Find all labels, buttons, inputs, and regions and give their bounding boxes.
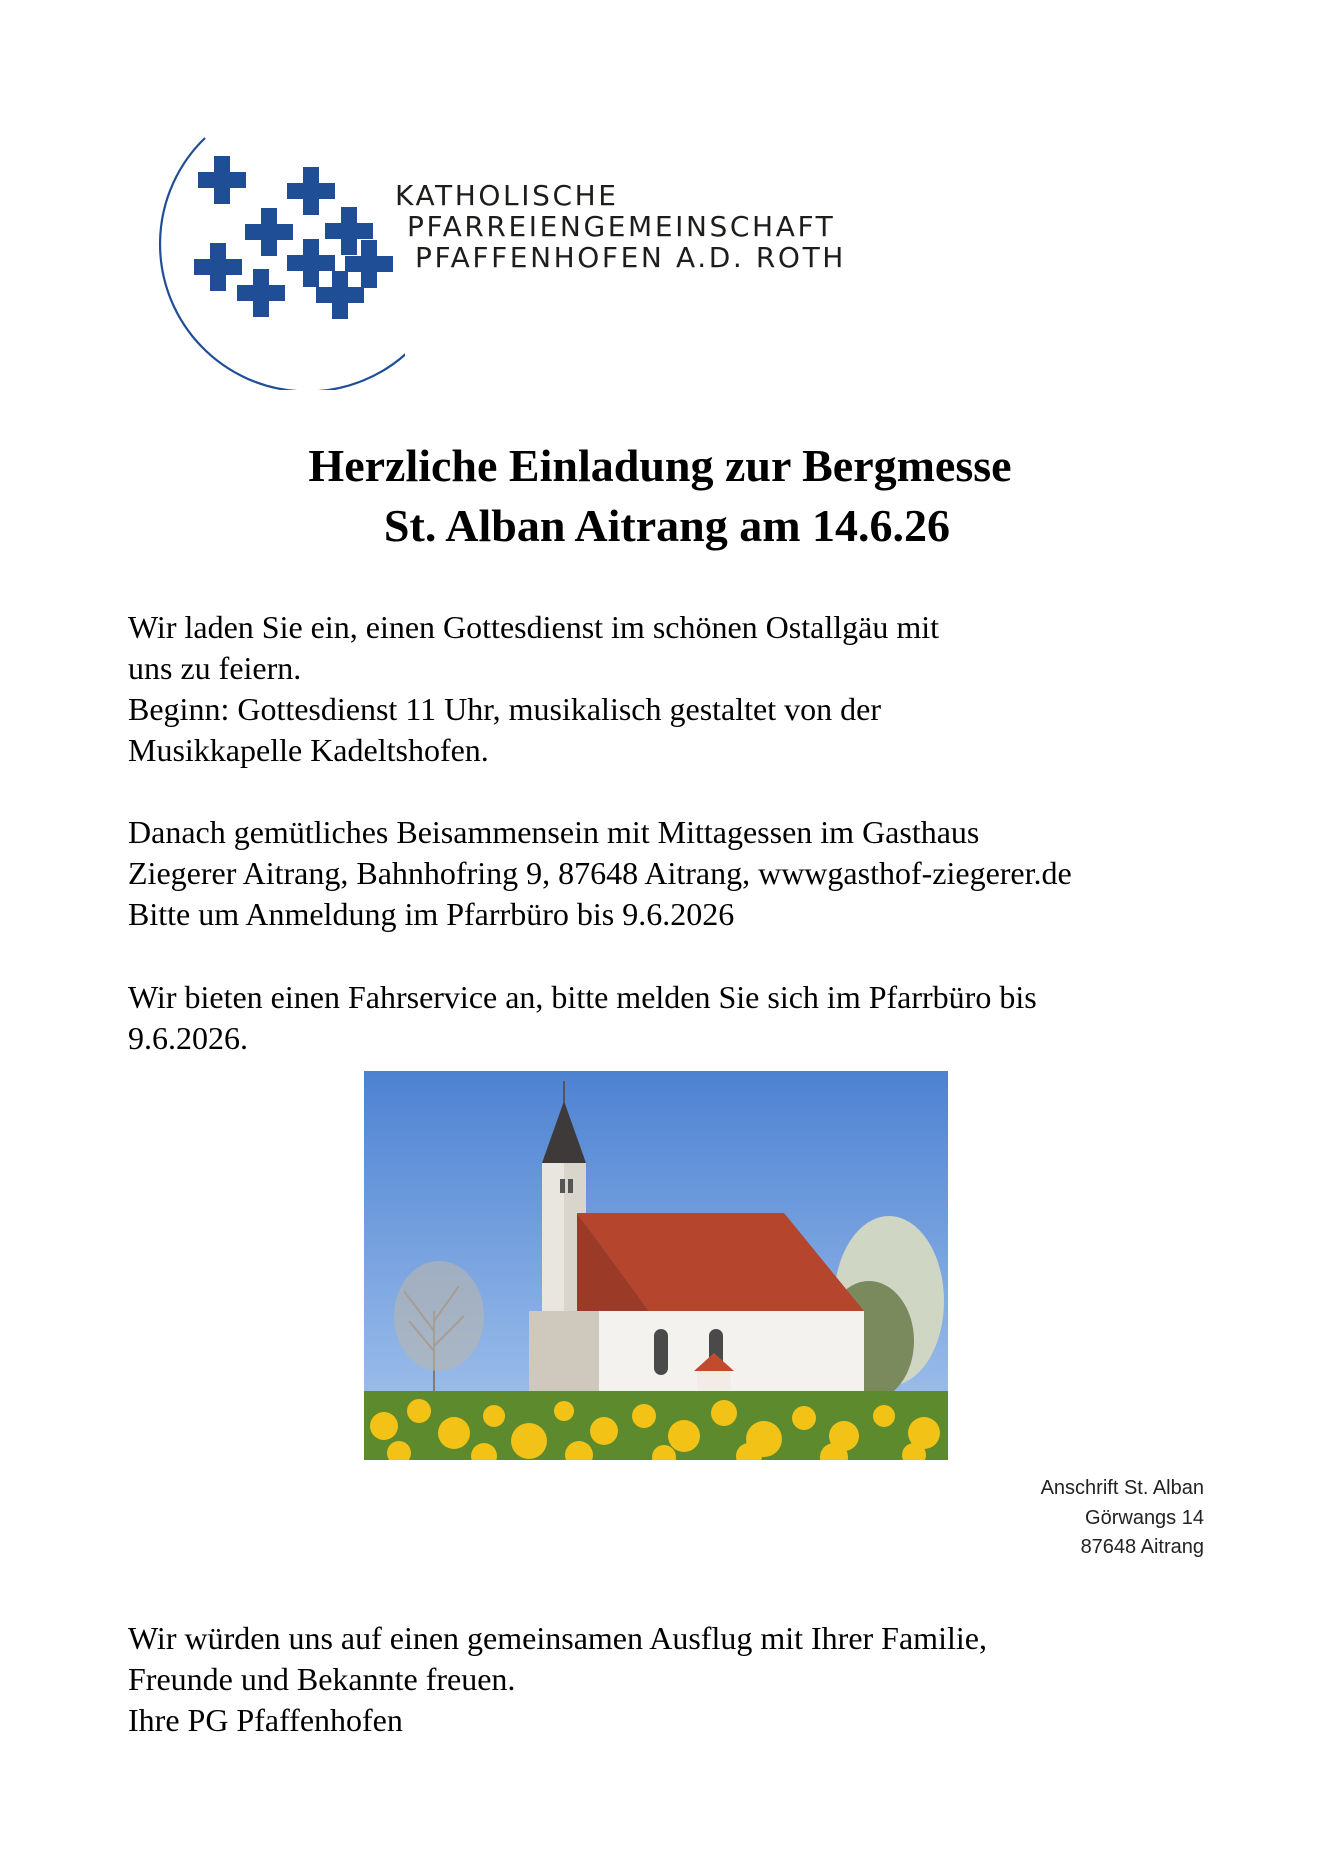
- text-line: Wir bieten einen Fahrservice an, bitte melden Sie sich im Pfarrbüro bis: [128, 979, 1037, 1015]
- signature-line: Ihre PG Pfaffenhofen: [128, 1702, 403, 1738]
- church-photo: [364, 1071, 948, 1460]
- text-line: uns zu feiern.: [128, 650, 302, 686]
- text-line: 9.6.2026.: [128, 1020, 248, 1056]
- crosses-circle-logo-icon: [145, 130, 405, 390]
- text-line: Ziegerer Aitrang, Bahnhofring 9, 87648 Aitrang, wwwgasthof-ziegerer.de: [128, 855, 1072, 891]
- logo-wordmark: [395, 180, 846, 273]
- parish-logo: [145, 130, 846, 390]
- lunch-paragraph: [128, 812, 1072, 935]
- logo-line-3: PFAFFENHOFEN A.D. ROTH: [415, 241, 846, 274]
- text-line: Wir würden uns auf einen gemeinsamen Ausflug mit Ihrer Familie,: [128, 1620, 987, 1656]
- invitation-paragraph: [128, 607, 939, 771]
- title-line-2: St. Alban Aitrang am 14.6.26: [383, 500, 951, 551]
- text-line: Bitte um Anmeldung im Pfarrbüro bis 9.6.2026: [128, 896, 735, 932]
- logo-line-2: PFARREIENGEMEINSCHAFT: [407, 210, 836, 243]
- text-line: Musikkapelle Kadeltshofen.: [128, 732, 489, 768]
- text-line: Freunde und Bekannte freuen.: [128, 1661, 516, 1697]
- page-title: [0, 436, 1320, 556]
- logo-line-1: KATHOLISCHE: [395, 179, 619, 212]
- address-block: [1041, 1474, 1204, 1563]
- shuttle-paragraph: [128, 977, 1037, 1059]
- church-photo-icon: [364, 1071, 948, 1460]
- text-line: Wir laden Sie ein, einen Gottesdienst im schönen Ostallgäu mit: [128, 609, 939, 645]
- address-line-2: Görwangs 14: [1085, 1506, 1204, 1529]
- address-line-3: 87648 Aitrang: [1080, 1536, 1204, 1558]
- closing-paragraph: [128, 1618, 987, 1741]
- text-line: Beginn: Gottesdienst 11 Uhr, musikalisch gestaltet von der: [128, 691, 881, 727]
- title-line-1: Herzliche Einladung zur Bergmesse: [308, 440, 1012, 491]
- text-line: Danach gemütliches Beisammensein mit Mittagessen im Gasthaus: [128, 814, 980, 850]
- address-line-1: Anschrift St. Alban: [1040, 1477, 1204, 1499]
